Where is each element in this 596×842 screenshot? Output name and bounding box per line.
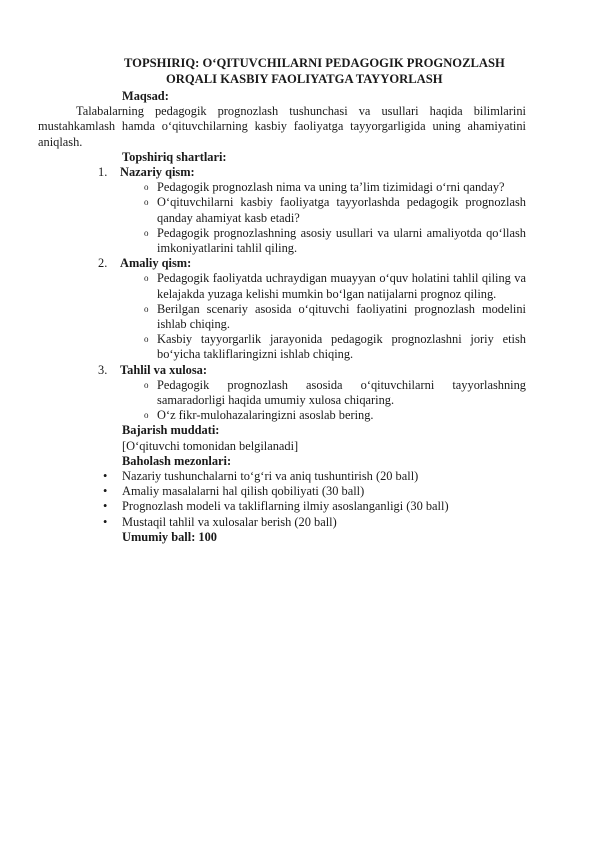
circle-bullet-icon: o bbox=[144, 410, 149, 421]
section-title bbox=[84, 165, 526, 180]
section-number: 2. bbox=[98, 256, 108, 271]
section-title-text: Nazariy qism: bbox=[120, 165, 195, 180]
deadline-text: [O‘qituvchi tomonidan belgilanadi] bbox=[122, 438, 299, 453]
section-3 bbox=[84, 363, 526, 424]
list-item: o Kasbiy tayyorgarlik jarayonida pedagogik prognozlashni joriy etish bo‘yicha takliflaringizni ishlab chiqing. bbox=[144, 332, 526, 362]
section-2 bbox=[84, 256, 526, 362]
sub-list bbox=[84, 378, 526, 424]
total-score: Umumiy ball: 100 bbox=[122, 529, 217, 544]
circle-bullet-icon: o bbox=[144, 334, 149, 345]
list-item: • Mustaqil tahlil va xulosalar berish (20 ball) bbox=[103, 514, 337, 529]
bullet-icon: • bbox=[103, 484, 108, 499]
section-number: 3. bbox=[98, 362, 108, 377]
circle-bullet-icon: o bbox=[144, 303, 149, 314]
conditions-heading: Topshiriq shartlari: bbox=[122, 149, 227, 164]
criteria-list bbox=[84, 469, 526, 530]
section-1 bbox=[84, 165, 526, 256]
deadline-heading: Bajarish muddati: bbox=[122, 423, 220, 438]
circle-bullet-icon: o bbox=[144, 227, 149, 238]
circle-bullet-icon: o bbox=[144, 273, 149, 284]
document-body bbox=[38, 89, 526, 545]
circle-bullet-icon: o bbox=[144, 379, 149, 390]
title-line-2: ORQALI KASBIY FAOLIYATGA TAYYORLASH bbox=[166, 71, 443, 86]
bullet-icon: • bbox=[103, 514, 108, 529]
criteria-heading: Baholash mezonlari: bbox=[122, 453, 232, 468]
document-title bbox=[0, 56, 596, 87]
list-item: • Amaliy masalalarni hal qilish qobiliyati (30 ball) bbox=[103, 484, 365, 499]
section-title bbox=[84, 256, 526, 271]
aim-heading: Maqsad: bbox=[122, 89, 169, 103]
section-title-text: Amaliy qism: bbox=[120, 256, 192, 271]
list-item: o O‘z fikr-mulohazalaringizni asoslab bering. bbox=[144, 408, 374, 423]
sub-list bbox=[84, 180, 526, 256]
bullet-icon: • bbox=[103, 469, 108, 484]
aim-text: Talabalarning pedagogik prognozlash tushunchasi va usullari haqida bilimlarini mustahkamlash hamda o‘qituvchilarning kasbiy faoliyatga tayyorgarligida uning ahamiyatini aniqlash. bbox=[38, 104, 526, 149]
list-item: o Pedagogik prognozlash nima va uning ta’lim tizimidagi o‘rni qanday? bbox=[144, 180, 505, 195]
circle-bullet-icon: o bbox=[144, 197, 149, 208]
list-item: o Pedagogik prognozlashning asosiy usullari va ularni amaliyotda qo‘llash imkoniyatlarini tahlil qiling. bbox=[144, 225, 526, 256]
list-item: o Pedagogik prognozlash asosida o‘qituvchilarni tayyorlashning samaradorligi haqida umumiy xulosa chiqaring. bbox=[144, 377, 526, 408]
list-item: o O‘qituvchilarni kasbiy faoliyatga tayyorlashda pedagogik prognozlash qanday ahamiyat kasb etadi? bbox=[144, 195, 526, 225]
list-item: • Prognozlash modeli va takliflarning ilmiy asoslanganligi (30 ball) bbox=[103, 499, 449, 514]
title-line-1: TOPSHIRIQ: O‘QITUVCHILARNI PEDAGOGIK PROGNOZLASH bbox=[124, 56, 505, 70]
bullet-icon: • bbox=[103, 499, 108, 514]
sub-list bbox=[84, 271, 526, 362]
list-item: • Nazariy tushunchalarni to‘g‘ri va aniq tushuntirish (20 ball) bbox=[103, 469, 419, 484]
section-number: 1. bbox=[98, 165, 108, 180]
list-item: o Pedagogik faoliyatda uchraydigan muayyan o‘quv holatini tahlil qiling va kelajakda yuzaga kelishi mumkin bo‘lgan natijalarni prognoz qiling. bbox=[144, 271, 526, 301]
circle-bullet-icon: o bbox=[144, 182, 149, 193]
list-item: o Berilgan scenariy asosida o‘qituvchi faoliyatini prognozlash modelini ishlab chiqing. bbox=[144, 301, 526, 332]
section-title bbox=[84, 363, 526, 378]
section-title-text: Tahlil va xulosa: bbox=[120, 362, 207, 377]
